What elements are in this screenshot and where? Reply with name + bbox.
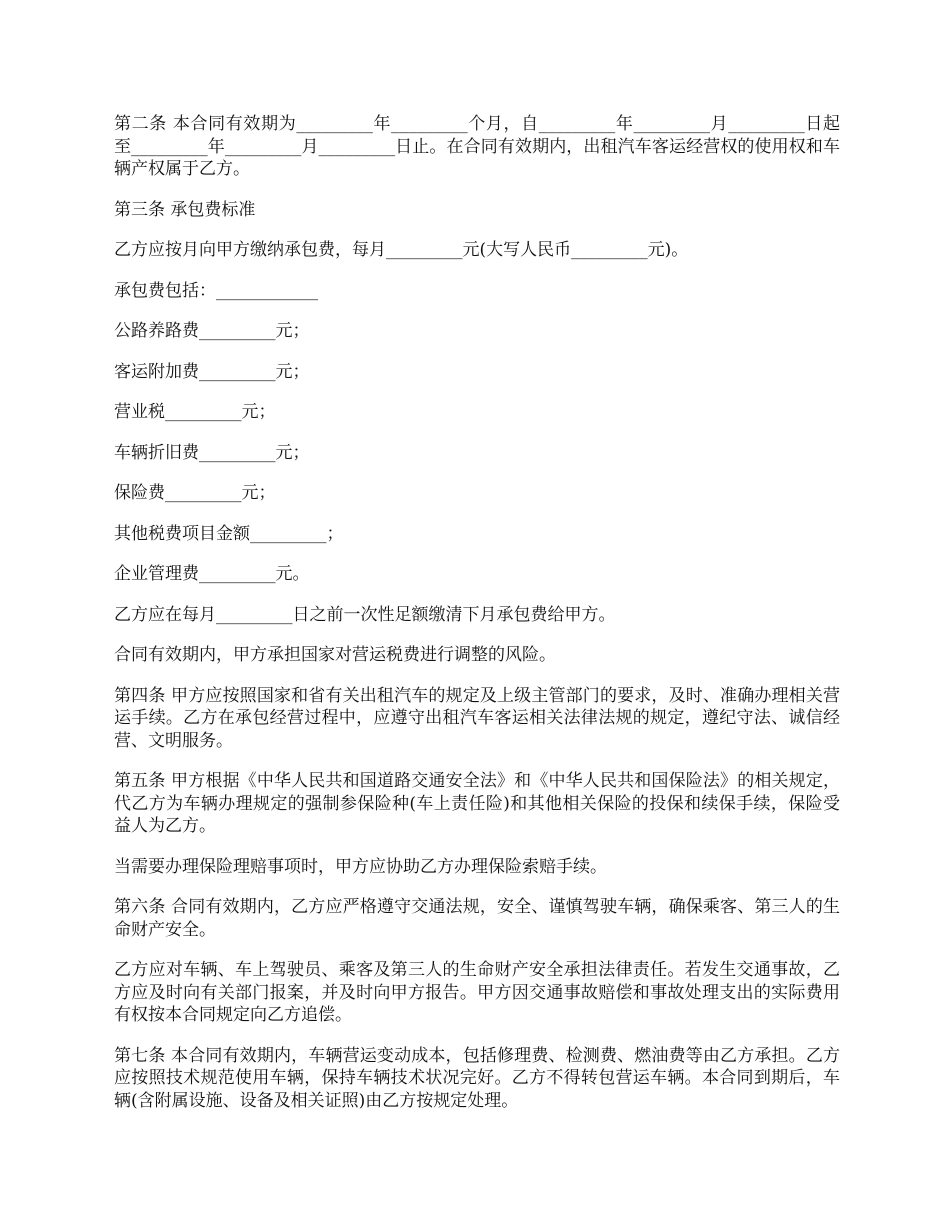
insurance-claim-paragraph: 当需要办理保险理赔事项时，甲方应协助乙方办理保险索赔手续。 (114, 856, 607, 877)
fee-item-road-maintenance: 公路养路费_________元； (114, 321, 310, 341)
fee-item-other-taxes: 其他税费项目金额_________； (114, 523, 344, 544)
clause-5-paragraph: 第五条 甲方根据《中华人民共和国道路交通安全法》和《中华人民共和国保险法》的相关规定，代乙方为车辆办理规定的强制参保险种(车上责任险)和其他相关保险的投保和续保手续，保险受益人为乙方。 (114, 771, 840, 836)
contract-document (114, 113, 840, 1130)
payment-deadline-paragraph: 乙方应在每月_________日之前一次性足额缴清下月承包费给甲方。 (114, 604, 616, 625)
fee-item-insurance: 保险费_________元； (114, 483, 276, 503)
monthly-fee-paragraph: 乙方应按月向甲方缴纳承包费，每月_________元(大写人民币_________元)。 (114, 240, 689, 260)
clause-3-heading: 第三条 承包费标准 (114, 199, 256, 220)
fee-includes-line: 承包费包括：____________ (114, 280, 318, 301)
fee-item-business-tax: 营业税_________元； (114, 402, 276, 422)
clause-6-paragraph: 第六条 合同有效期内，乙方应严格遵守交通法规，安全、谨慎驾驶车辆，确保乘客、第三人的生命财产安全。 (114, 897, 840, 940)
fee-item-management: 企业管理费_________元。 (114, 564, 310, 584)
clause-4-paragraph: 第四条 甲方应按照国家和省有关出租汽车的规定及上级主管部门的要求，及时、准确办理相关营运手续。乙方在承包经营过程中，应遵守出租汽车客运相关法律法规的规定，遵纪守法、诚信经营、文明服务。 (114, 685, 840, 751)
liability-paragraph: 乙方应对车辆、车上驾驶员、乘客及第三人的生命财产安全承担法律责任。若发生交通事故，乙方应及时向有关部门报案，并及时向甲方报告。甲方因交通事故赔偿和事故处理支出的实际费用有权按本合同规定向乙方追偿。 (114, 960, 840, 1025)
tax-adjustment-risk-paragraph: 合同有效期内，甲方承担国家对营运税费进行调整的风险。 (114, 645, 556, 665)
fee-item-depreciation: 车辆折旧费_________元； (114, 442, 310, 463)
clause-7-paragraph: 第七条 本合同有效期内，车辆营运变动成本，包括修理费、检测费、燃油费等由乙方承担。乙方应按照技术规范使用车辆，保持车辆技术状况完好。乙方不得转包营运车辆。本合同到期后，车辆(含附属设施、设备及相关证照)由乙方按规定处理。 (114, 1045, 840, 1111)
clause-2-validity-period: 第二条 本合同有效期为_________年_________个月，自_________年_________月_________日起至_________年_________月_________日止。在合同有效期内，出租汽车客运经营权的使用权和车辆产权属于乙方。 (114, 114, 840, 179)
fee-item-passenger-surcharge: 客运附加费_________元； (114, 361, 310, 382)
